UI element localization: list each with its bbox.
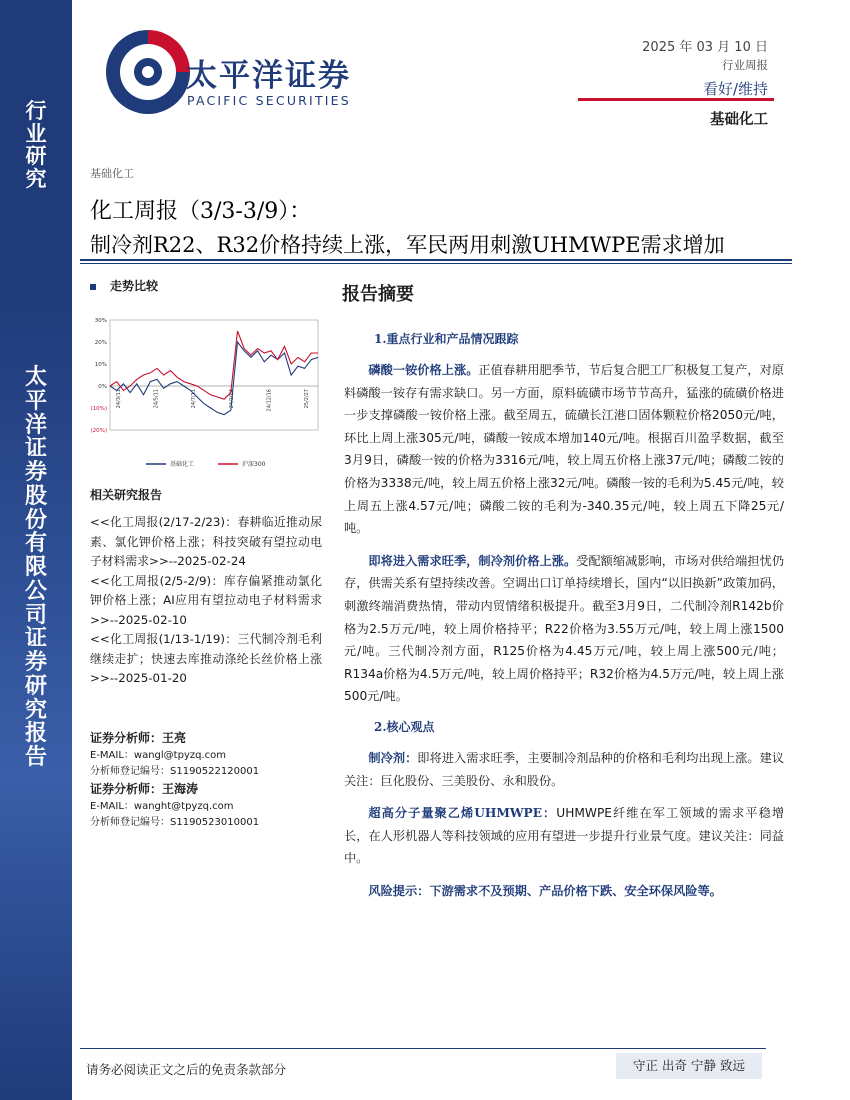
para-lead: 即将进入需求旺季，制冷剂价格上涨。 [368,553,577,568]
y-tick-label: (10%) [90,406,107,412]
sidebar-bottom [0,288,72,1100]
y-tick-label: (20%) [90,428,107,434]
section-heading: 2.核心观点 [374,719,435,734]
x-tick-label: 24/12/16 [266,389,273,412]
sidebar-top-text: 行业研究 [25,98,47,192]
title-rule-thin [80,263,792,264]
related-item: <<化工周报(1/13-1/19)：三代制冷剂毛利继续走扩；快速去库推动涤纶长丝价格上涨>>--2025-01-20 [90,632,322,685]
sidebar [0,0,72,1100]
page-title-line1: 化工周报（3/3-3/9）： [90,199,312,224]
footer-rule [80,1048,766,1049]
y-tick-label: 30% [94,318,107,324]
analyst-email: E-MAIL：wangl@tpyzq.com [90,750,227,761]
x-tick-label: 24/5/11 [153,389,160,409]
disclaimer-note: 请务必阅读正文之后的免责条款部分 [86,1062,287,1077]
y-tick-label: 20% [94,340,107,346]
y-tick-label: 0% [98,384,107,390]
series-line [110,331,318,399]
para-text: 受配额缩减影响，市场对供给端担忧仍存，供需关系有望持续改善。空调出口订单持续增长，国内“以旧换新”政策加码，刺激终端消费热情，带动内贸情绪积极提升。截至3月9日，二代制冷剂R142b价格为2.5万元/吨，较上周价格持平；R22价格为3.55万元/吨，较上周上涨1500元/吨。三代制冷剂方面，R125价格为4.45万元/吨，较上周上涨500元/吨；R134a价格为4.5万元/吨，较上周价格持平；R32价格为4.5万元/吨，较上周上涨500元/吨。 [344,553,785,704]
small-industry-label: 基础化工 [90,167,134,180]
trend-title-text: 走势比较 [110,279,159,293]
logo-cn: 太平洋证券 [186,58,351,94]
section-heading: 1.重点行业和产品情况跟踪 [374,332,519,346]
para-lead: 磷酸一铵价格上涨。 [368,363,479,377]
analyst-name: 证券分析师：王亮 [90,731,187,745]
report-type: 行业周报 [722,58,768,72]
paragraph [344,802,784,870]
y-tick-label: 10% [94,362,107,368]
logo-en: PACIFIC SECURITIES [187,93,351,108]
trend-title [90,277,158,294]
title-rule [80,259,792,261]
analyst-email: E-MAIL：wanght@tpyzq.com [90,801,234,812]
legend-label: 基础化工 [170,461,195,468]
rating: 看好/维持 [702,80,768,98]
x-tick-label: 24/7/11 [191,389,198,409]
related-item: <<化工周报(2/17-2/23)：春耕临近推动尿素、氯化钾价格上涨；科技突破有望拉动电子材料需求>>--2025-02-24 [90,515,322,568]
related-reports [90,486,322,689]
para-text: UHMWPE纤维在军工领域的需求平稳增长，在人形机器人等科技领域的应用有望进一步提升行业景气度。建议关注：同益中。 [344,806,785,866]
related-item: <<化工周报(2/5-2/9)：库存偏紧推动氯化钾价格上涨；AI应用有望拉动电子材料需求>>--2025-02-10 [90,573,322,627]
square-bullet-icon [90,284,96,290]
para-lead: 制冷剂： [368,750,418,765]
sidebar-top [0,0,72,288]
legend-label: 沪深300 [242,461,266,468]
para-text: 正值春耕用肥季节，节后复合肥工厂积极复工复产，对原料磷酸一铵存有需求缺口。另一方面，原料硫磺市场节节高升，猛涨的硫磺价格进一步支撑磷酸一铵价格上涨。截至周五，硫磺长江港口固体颗粒价格2050元/吨，环比上周上涨305元/吨，磷酸一铵成本增加140元/吨。根据百川盈孚数据，截至3月9日，磷酸一铵的价格为3316元/吨，较上周五价格上涨37元/吨；磷酸二铵的价格为3338元/吨，较上周五价格上涨32元/吨。磷酸一铵的毛利为5.45元/吨，较上周五上涨4.57元/吨；磷酸二铵的毛利为-340.35元/吨，较上周五下降25元/吨。 [344,363,785,536]
paragraph [344,747,784,792]
motto: 守正 出奇 宁静 致远 [616,1053,762,1079]
industry: 基础化工 [710,112,768,128]
paragraph [344,550,784,708]
paragraph [344,359,784,540]
x-tick-label: 25/2/27 [304,389,310,409]
analyst-reg: 分析师登记编号：S1190522120001 [90,765,260,777]
risk-warning: 风险提示：下游需求不及预期、产品价格下跌、安全环保风险等。 [368,883,722,898]
related-heading: 相关研究报告 [90,488,163,502]
x-tick-label: 24/10/4 [228,389,235,409]
page-title-line2: 制冷剂R22、R32价格持续上涨，军民两用刺激UHMWPE需求增加 [90,233,725,257]
pacific-logo-icon [98,22,198,122]
para-text: 即将进入需求旺季，主要制冷剂品种的价格和毛利均出现上涨。建议关注：巨化股份、三美股份、永和股份。 [344,750,785,788]
analyst-name: 证券分析师：王海涛 [90,782,199,796]
main-abstract [344,330,784,912]
sidebar-bottom-text: 太平洋证券股份有限公司证券研究报告 [24,364,47,770]
analyst-reg: 分析师登记编号：S1190523010001 [90,816,260,828]
abstract-heading: 报告摘要 [342,284,414,305]
para-lead: 超高分子量聚乙烯UHMWPE： [368,806,557,821]
chart-frame [110,320,318,430]
x-tick-label: 24/3/11 [116,389,122,409]
header-red-rule [578,98,774,101]
report-date: 2025 年 03 月 10 日 [642,40,768,55]
trend-chart [86,312,326,480]
analysts [90,728,330,830]
